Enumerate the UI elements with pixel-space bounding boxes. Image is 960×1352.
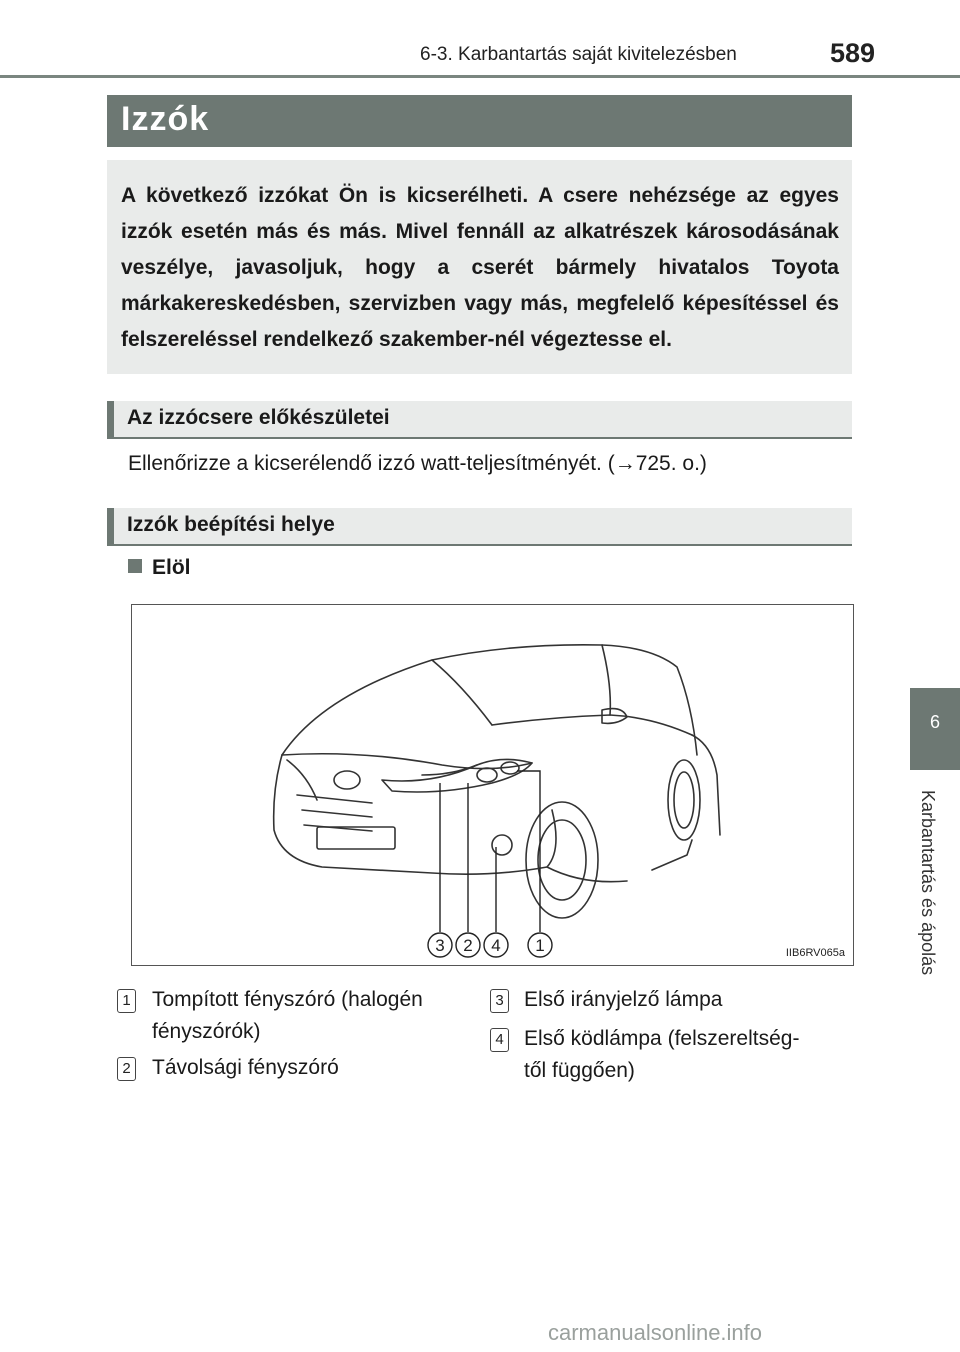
hood-edge (282, 754, 532, 769)
callout-label-1: 1 (535, 936, 545, 955)
callout-label-2: 2 (463, 936, 473, 955)
car-figure (131, 604, 854, 966)
front-rim (538, 820, 586, 900)
legend-item-1-line2: fényszórók) (152, 1020, 261, 1043)
subheading-text: Az izzócsere előkészületei (127, 406, 390, 429)
section-header: 6-3. Karbantartás saját kivitelezésben (420, 44, 737, 65)
emblem (334, 771, 360, 789)
front-label: Elöl (152, 556, 191, 579)
front-bullet (128, 556, 191, 580)
header-divider (0, 75, 960, 78)
subheading-accent (107, 401, 114, 439)
chapter-title: Karbantartás és ápolás (918, 790, 938, 976)
lower-body-line (547, 840, 692, 882)
legend-number-1: 1 (117, 989, 136, 1013)
window-line (492, 715, 692, 735)
page-number: 589 (830, 38, 876, 68)
lower-grille (297, 795, 372, 831)
legend-number-2: 2 (117, 1057, 136, 1081)
intro-box (107, 160, 852, 374)
watermark: carmanualsonline.info (548, 1320, 763, 1345)
subheading-preparation (107, 401, 852, 439)
chapter-number: 6 (929, 712, 940, 732)
title-bar (107, 95, 852, 147)
callout-label-4: 4 (491, 936, 501, 955)
subheading-text: Izzók beépítési helye (127, 513, 335, 536)
subheading-accent (107, 508, 114, 546)
legend-item-3 (524, 984, 722, 1016)
pillar-lines (432, 645, 610, 725)
legend-item-3-line1: Első irányjelző lámpa (524, 988, 723, 1011)
legend-item-4-line2: től függően) (524, 1059, 635, 1082)
subheading-locations (107, 508, 852, 546)
chapter-tab (910, 688, 960, 770)
leader-line-1 (517, 771, 540, 932)
legend-item-2 (152, 1052, 339, 1084)
headlight-lens-inner (477, 768, 497, 782)
rear-rim (674, 772, 694, 828)
roof-outline (282, 645, 697, 755)
legend-item-1 (152, 984, 423, 1048)
bullet-square-icon (128, 559, 142, 573)
legend-item-4 (524, 1023, 799, 1087)
headlight-assembly (382, 759, 532, 792)
legend-number-4: 4 (490, 1028, 509, 1052)
callout-label-3: 3 (435, 936, 445, 955)
figure-code: IIB6RV065a (785, 947, 845, 959)
page-title: Izzók (121, 100, 210, 138)
car-illustration (132, 605, 853, 965)
wattage-instruction: Ellenőrizze a kicserélendő izzó watt-teljesítményét. (→725. o.) (128, 452, 707, 475)
fog-light (492, 835, 512, 855)
legend-item-1-line1: Tompított fényszóró (halogén (152, 988, 423, 1011)
legend-item-2-line1: Távolsági fényszóró (152, 1056, 339, 1079)
intro-text: A következő izzókat Ön is kicserélheti. A csere nehézsége az egyes izzók esetén más és más. Mivel fennáll az alkatrészek károsodásának veszélye, javasoljuk, hogy a cserét bármely hivatalos Toyota márkakereskedésben, szervizben vagy más, megfelelő képesítéssel és felszereléssel rendelkező szakember-nél végeztesse el. (121, 184, 839, 351)
legend-number-3: 3 (490, 989, 509, 1013)
legend-item-4-line1: Első ködlámpa (felszereltség- (524, 1027, 800, 1050)
